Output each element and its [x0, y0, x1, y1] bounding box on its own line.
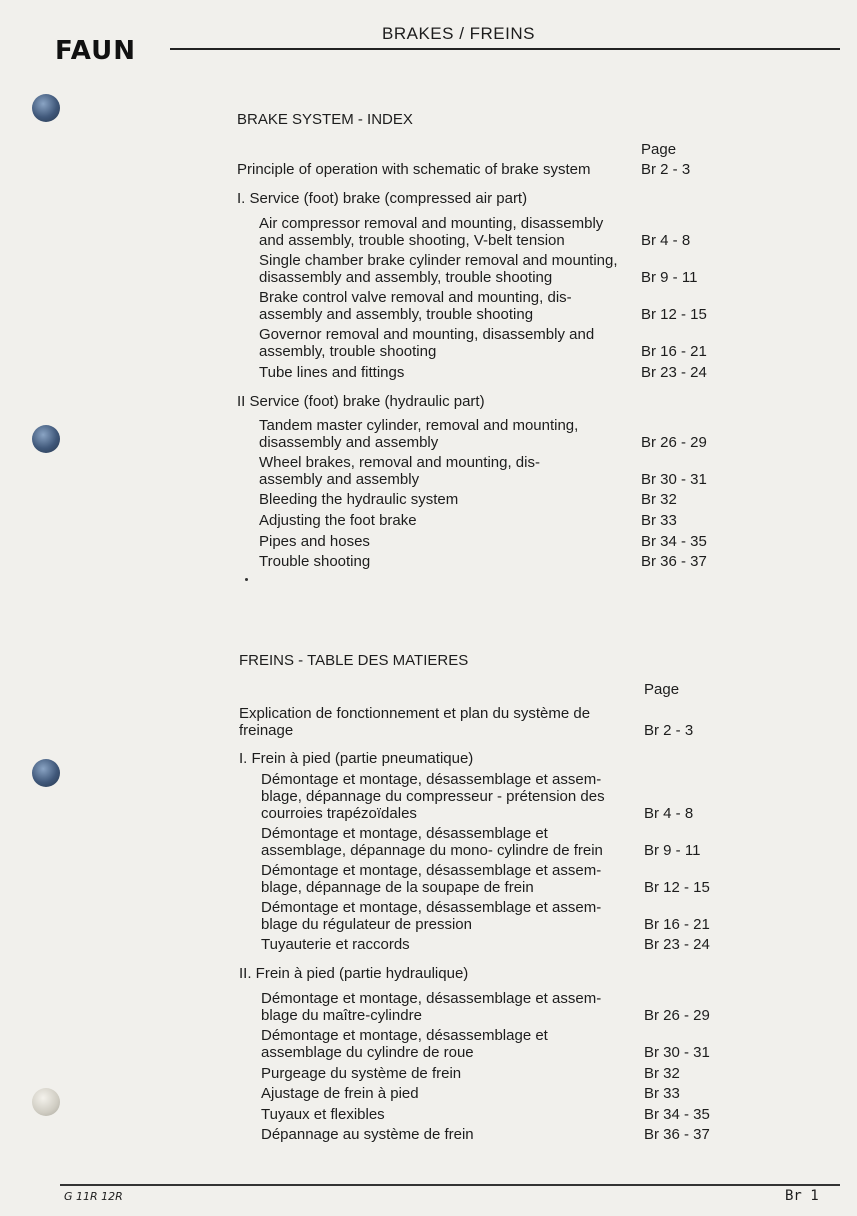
index-entry: [259, 512, 677, 529]
entry-text: II. Frein à pied (partie hydraulique): [239, 965, 469, 982]
index-section-heading: [239, 965, 468, 982]
index-entry: [261, 1106, 710, 1123]
index-entry: [261, 1027, 710, 1061]
header-divider: [170, 48, 840, 50]
binder-hole: [32, 94, 60, 122]
entry-page: Br 9 - 11: [644, 842, 701, 859]
entry-text: Démontage et montage, désassemblage et assem- blage, dépannage de la soupape de frein: [261, 862, 602, 896]
entry-page: Br 4 - 8: [641, 232, 691, 249]
index-entry: [259, 215, 691, 249]
entry-page: Br 32: [641, 491, 677, 508]
page-header-title: BRAKES / FREINS: [382, 24, 535, 43]
entry-text: Wheel brakes, removal and mounting, dis- assembly and assembly: [259, 454, 540, 488]
entry-page: Br 36 - 37: [641, 553, 707, 570]
binder-hole: [32, 425, 60, 453]
entry-text: Ajustage de frein à pied: [261, 1085, 419, 1102]
entry-page: Br 16 - 21: [641, 343, 707, 360]
index-entry: [261, 1085, 680, 1102]
french-index-title: FREINS - TABLE DES MATIERES: [239, 652, 469, 669]
entry-text: Purgeage du système de frein: [261, 1065, 462, 1082]
binder-hole: [32, 1088, 60, 1116]
index-section-heading: [237, 393, 485, 410]
index-entry: [261, 1126, 710, 1143]
french-page-header: Page: [644, 681, 680, 698]
index-entry: [261, 936, 710, 953]
entry-text: Adjusting the foot brake: [259, 512, 417, 529]
entry-text: I. Service (foot) brake (compressed air part): [237, 190, 528, 207]
entry-page: Br 9 - 11: [641, 269, 698, 286]
stray-mark: [245, 578, 248, 581]
entry-text: II Service (foot) brake (hydraulic part): [237, 393, 485, 410]
index-entry: [259, 326, 707, 360]
entry-text: Démontage et montage, désassemblage et assem- blage, dépannage du compresseur - prétension des courroies trapézoïdales: [261, 771, 605, 822]
index-entry: [259, 252, 698, 286]
entry-page: Br 30 - 31: [641, 471, 707, 488]
entry-page: Br 33: [641, 512, 677, 529]
entry-text: Pipes and hoses: [259, 533, 370, 550]
index-entry: [259, 417, 707, 451]
entry-text: Tandem master cylinder, removal and mounting, disassembly and assembly: [259, 417, 579, 451]
entry-text: Bleeding the hydraulic system: [259, 491, 459, 508]
entry-page: Br 30 - 31: [644, 1044, 710, 1061]
faun-logo: FAUN: [55, 36, 136, 66]
entry-page: Br 33: [644, 1085, 680, 1102]
footer-page-number: Br 1: [785, 1188, 819, 1204]
entry-text: Governor removal and mounting, disassembly and assembly, trouble shooting: [259, 326, 595, 360]
entry-page: Br 4 - 8: [644, 805, 694, 822]
index-entry: [259, 454, 707, 488]
index-entry: [261, 825, 701, 859]
english-index-title: BRAKE SYSTEM - INDEX: [237, 111, 413, 128]
entry-text: Principle of operation with schematic of brake system: [237, 161, 591, 178]
entry-text: Tube lines and fittings: [259, 364, 405, 381]
entry-page: Br 34 - 35: [644, 1106, 710, 1123]
entry-page: Br 32: [644, 1065, 680, 1082]
entry-page: Br 12 - 15: [644, 879, 710, 896]
entry-page: Br 23 - 24: [641, 364, 707, 381]
entry-page: Br 34 - 35: [641, 533, 707, 550]
binder-hole: [32, 759, 60, 787]
entry-page: Br 12 - 15: [641, 306, 707, 323]
index-entry: [261, 862, 710, 896]
entry-text: I. Frein à pied (partie pneumatique): [239, 750, 474, 767]
entry-text: Démontage et montage, désassemblage et assemblage, dépannage du mono- cylindre de frein: [261, 825, 603, 859]
index-entry: [261, 899, 710, 933]
entry-text: Single chamber brake cylinder removal and mounting, disassembly and assembly, trouble shooting: [259, 252, 618, 286]
index-section-heading: [239, 750, 473, 767]
entry-text: Démontage et montage, désassemblage et assem- blage du maître-cylindre: [261, 990, 602, 1024]
entry-page: Br 2 - 3: [644, 722, 694, 739]
footer-model: G 11R 12R: [64, 1190, 123, 1203]
entry-text: Démontage et montage, désassemblage et assemblage du cylindre de roue: [261, 1027, 548, 1061]
entry-text: Trouble shooting: [259, 553, 371, 570]
index-entry: [239, 705, 694, 739]
entry-text: Tuyauterie et raccords: [261, 936, 410, 953]
entry-text: Explication de fonctionnement et plan du système de freinage: [239, 705, 591, 739]
entry-page: Br 36 - 37: [644, 1126, 710, 1143]
entry-text: Tuyaux et flexibles: [261, 1106, 385, 1123]
index-entry: [259, 553, 707, 570]
entry-text: Air compressor removal and mounting, disassembly and assembly, trouble shooting, V-belt tension: [259, 215, 604, 249]
index-entry: [259, 491, 677, 508]
entry-page: Br 2 - 3: [641, 161, 691, 178]
index-section-heading: [237, 190, 527, 207]
index-entry: [259, 533, 707, 550]
index-entry: [261, 1065, 680, 1082]
index-entry: [237, 161, 691, 178]
index-entry: [261, 990, 710, 1024]
entry-text: Brake control valve removal and mounting, dis- assembly and assembly, trouble shooting: [259, 289, 572, 323]
entry-page: Br 26 - 29: [641, 434, 707, 451]
entry-page: Br 23 - 24: [644, 936, 710, 953]
entry-page: Br 26 - 29: [644, 1007, 710, 1024]
english-page-header: Page: [641, 141, 677, 158]
index-entry: [259, 364, 707, 381]
index-entry: [261, 771, 694, 822]
entry-text: Démontage et montage, désassemblage et assem- blage du régulateur de pression: [261, 899, 602, 933]
entry-text: Dépannage au système de frein: [261, 1126, 474, 1143]
footer-divider: [60, 1184, 840, 1186]
entry-page: Br 16 - 21: [644, 916, 710, 933]
index-entry: [259, 289, 707, 323]
